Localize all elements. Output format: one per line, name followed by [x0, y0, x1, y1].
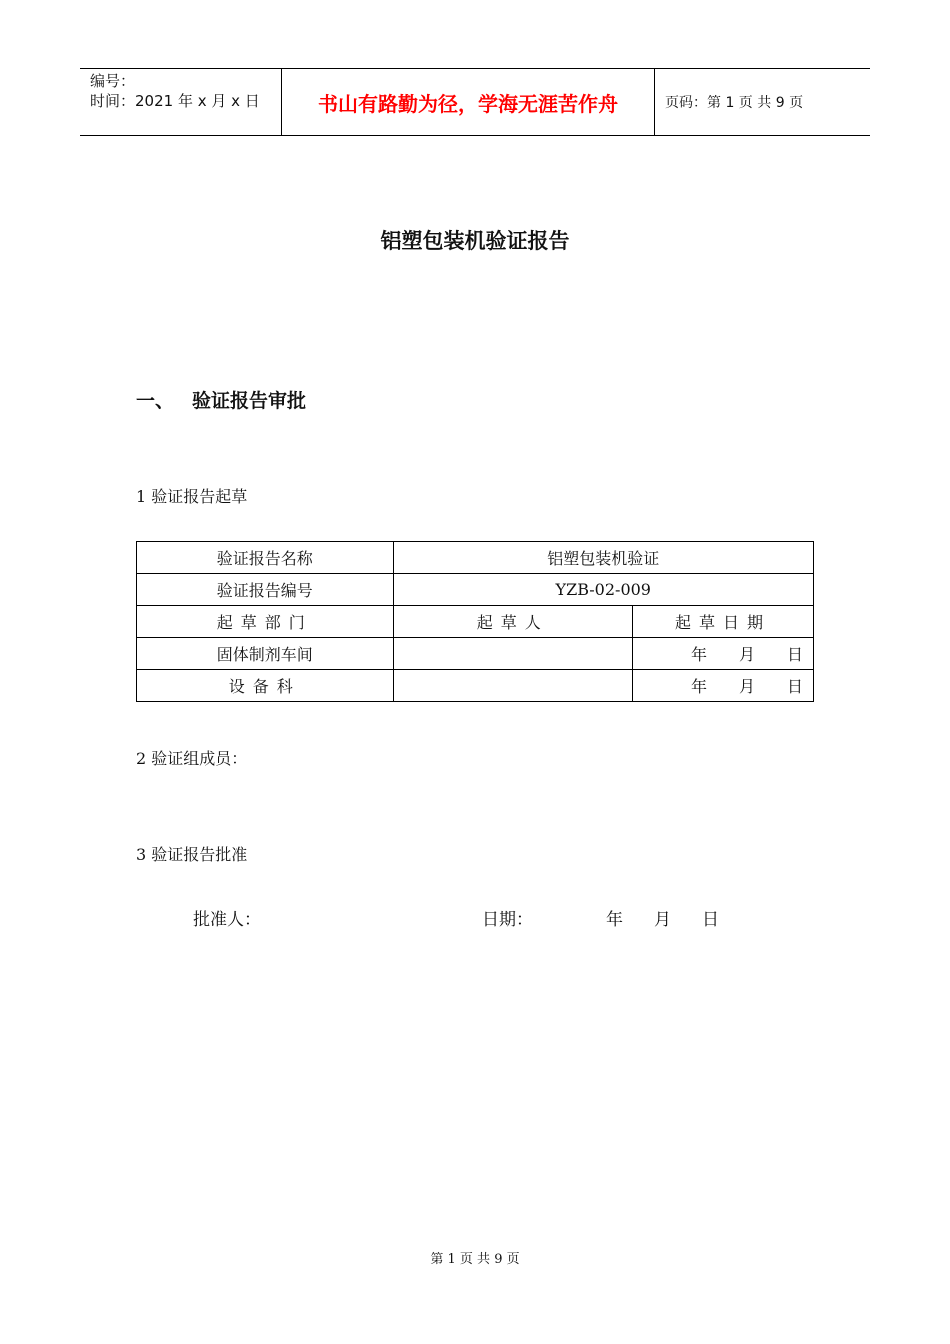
page-footer: 第 1 页 共 9 页 — [430, 1252, 520, 1267]
dept-cell: 设备科 — [137, 670, 394, 702]
year-unit: 年 — [690, 645, 707, 664]
subsection-approval: 3 验证报告批准 — [136, 845, 248, 864]
header-page-info: 页码：第 1 页 共 9 页 — [665, 95, 804, 111]
document-title: 铝塑包装机验证报告 — [380, 229, 570, 253]
approval-date-label: 日期： — [482, 910, 533, 930]
header-meta — [80, 69, 282, 135]
date-cell — [633, 670, 814, 702]
report-number-value: YZB-02-009 — [393, 574, 813, 606]
month-unit: 月 — [738, 645, 755, 664]
year-unit: 年 — [690, 677, 707, 696]
month-unit: 月 — [738, 677, 755, 696]
report-name-value: 铝塑包装机验证 — [393, 542, 813, 574]
col-header-date: 起草日期 — [633, 606, 814, 638]
table-row — [137, 670, 814, 702]
day-unit: 日 — [786, 677, 803, 696]
subsection-draft: 1 验证报告起草 — [136, 487, 248, 506]
dept-cell: 固体制剂车间 — [137, 638, 394, 670]
section-number: 一、 — [136, 390, 175, 412]
drafter-cell — [393, 670, 633, 702]
drafter-cell — [393, 638, 633, 670]
table-header-row — [137, 606, 814, 638]
approval-year-unit: 年 — [606, 910, 623, 930]
section-heading — [136, 386, 306, 413]
date-cell — [633, 638, 814, 670]
subsection-members: 2 验证组成员： — [136, 749, 248, 768]
day-unit: 日 — [786, 645, 803, 664]
report-name-label: 验证报告名称 — [137, 542, 394, 574]
header-number-label: 编号： — [90, 72, 136, 90]
header-motto: 书山有路勤为径，学海无涯苦作舟 — [282, 69, 655, 135]
report-number-label: 验证报告编号 — [137, 574, 394, 606]
approval-month-unit: 月 — [654, 910, 671, 930]
table-row — [137, 638, 814, 670]
table-row — [137, 542, 814, 574]
approval-day-unit: 日 — [702, 910, 719, 930]
col-header-drafter: 起草人 — [393, 606, 633, 638]
header-time-label: 时间：2021 年 x 月 x 日 — [90, 92, 260, 110]
section-title: 验证报告审批 — [192, 390, 307, 412]
table-row — [137, 574, 814, 606]
col-header-dept: 起草部门 — [137, 606, 394, 638]
page-header — [80, 68, 870, 136]
draft-table — [136, 541, 814, 702]
approver-label: 批准人： — [193, 910, 261, 930]
